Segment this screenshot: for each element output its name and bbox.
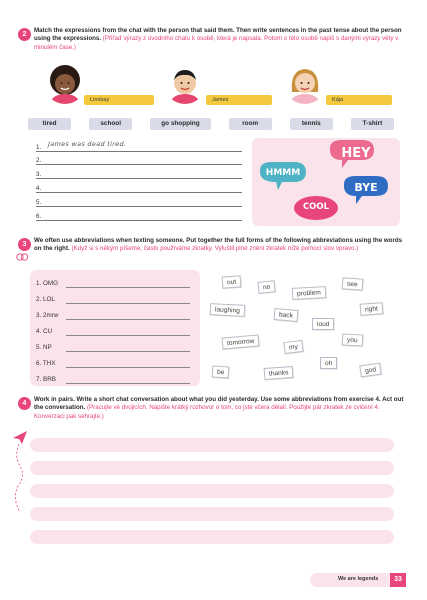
kaja-avatar bbox=[284, 62, 326, 104]
handwritten-answer[interactable]: James was dead tired. bbox=[48, 140, 127, 148]
exercise-4-instruction bbox=[34, 396, 404, 421]
abbreviation-item: 4. CU bbox=[36, 328, 53, 335]
answer-number: 6. bbox=[36, 213, 42, 220]
bubble-cool: COOL bbox=[302, 202, 330, 212]
instruction-english: Match the expressions from the chat with the person that said them. Then write sentences in the past tense about the person using the expressions. bbox=[34, 27, 402, 43]
lindsay-avatar bbox=[44, 62, 86, 104]
abbreviation-item: 7. BRB bbox=[36, 376, 56, 383]
abbreviation-answer-line[interactable] bbox=[66, 287, 190, 288]
abbreviation-item: 2. LOL bbox=[36, 296, 55, 303]
bubble-hmmm: HMMM bbox=[265, 168, 301, 178]
word-card: tomorrow bbox=[222, 334, 260, 349]
answer-number: 2. bbox=[36, 157, 42, 164]
answer-line[interactable] bbox=[36, 164, 242, 165]
exercise-number-badge: 4 bbox=[18, 397, 31, 410]
word-card: back bbox=[274, 308, 299, 322]
answer-line[interactable] bbox=[36, 178, 242, 179]
answer-number: 1. bbox=[36, 144, 42, 151]
exercise-3-instruction bbox=[34, 237, 404, 254]
bubble-hey: HEY bbox=[341, 146, 371, 161]
page-number: 33 bbox=[390, 573, 406, 587]
conversation-write-box[interactable] bbox=[30, 530, 394, 544]
word-card: problem bbox=[292, 286, 326, 300]
word-card: right bbox=[360, 302, 384, 316]
name-label-lindsay: Lindsay bbox=[84, 95, 154, 105]
abbreviation-answer-line[interactable] bbox=[66, 303, 190, 304]
name-label-kaja: Kája bbox=[326, 95, 392, 105]
abbreviation-answer-line[interactable] bbox=[66, 335, 190, 336]
abbreviation-answer-line[interactable] bbox=[66, 351, 190, 352]
word-bank bbox=[28, 118, 394, 130]
paper-plane-icon bbox=[10, 428, 30, 518]
answer-number: 5. bbox=[36, 199, 42, 206]
word-card: see bbox=[342, 277, 363, 290]
name-label-james: James bbox=[206, 95, 272, 105]
word-card: oh bbox=[320, 357, 337, 369]
instruction-czech: (Pracujte ve dvojicích. Napište krátký rozhovor o tom, co jste včera dělali. Použijte pár zkratek ze cvičení 4. Konverzaci pak sehrajte.) bbox=[34, 404, 380, 420]
word-chip: T-shirt bbox=[351, 118, 394, 130]
word-chip: school bbox=[89, 118, 132, 130]
word-card: be bbox=[212, 365, 230, 378]
exercise-number-badge: 3 bbox=[18, 238, 31, 251]
conversation-write-box[interactable] bbox=[30, 461, 394, 475]
word-chip: go shopping bbox=[150, 118, 210, 130]
abbreviation-item: 6. THX bbox=[36, 360, 56, 367]
instruction-english: Work in pairs. Write a short chat conversation about what you did yesterday. Use some abbreviations from exercise 4. Act out the conversation. bbox=[34, 396, 404, 412]
footer-unit-title: We are legends bbox=[338, 576, 379, 582]
word-chip: room bbox=[229, 118, 272, 130]
abbreviation-answer-line[interactable] bbox=[66, 383, 190, 384]
answer-line[interactable] bbox=[36, 220, 242, 221]
word-card: thanks bbox=[264, 366, 294, 380]
word-chip: tennis bbox=[290, 118, 333, 130]
word-card: loud bbox=[312, 318, 334, 330]
word-card: no bbox=[257, 280, 276, 294]
instruction-czech: (Když si s někým píšeme, často používáme zkratky. Vyluštil plné znění zkratek níže pomocí slov vpravo.) bbox=[71, 245, 359, 253]
abbreviation-answer-line[interactable] bbox=[66, 367, 190, 368]
word-card: you bbox=[342, 333, 363, 346]
james-avatar bbox=[164, 62, 206, 104]
answer-number: 3. bbox=[36, 171, 42, 178]
word-card: laughing bbox=[210, 303, 246, 317]
answer-line[interactable] bbox=[36, 151, 242, 152]
pair-work-icon bbox=[16, 252, 28, 262]
answer-line[interactable] bbox=[36, 192, 242, 193]
word-chip: tired bbox=[28, 118, 71, 130]
word-card: my bbox=[283, 340, 303, 354]
instruction-english: We often use abbreviations when texting someone. Put together the full forms of the following abbreviations using the words on the right. bbox=[34, 237, 403, 253]
abbreviation-item: 3. 2mrw bbox=[36, 312, 59, 319]
instruction-czech: (Přiřaď výrazy z úvodního chatu k osobě, která je napsala. Potom o této osobě napiš s danými výrazy věty v minulém čase.) bbox=[34, 35, 399, 51]
exercise-number-badge: 2 bbox=[18, 28, 31, 41]
abbreviation-item: 1. OMG bbox=[36, 280, 59, 287]
word-card: god bbox=[359, 363, 381, 378]
conversation-write-box[interactable] bbox=[30, 484, 394, 498]
conversation-write-box[interactable] bbox=[30, 507, 394, 521]
bubble-bye: BYE bbox=[354, 181, 378, 194]
abbreviation-answer-line[interactable] bbox=[66, 319, 190, 320]
abbreviation-item: 5. NP bbox=[36, 344, 52, 351]
word-card: out bbox=[222, 275, 242, 288]
exercise-2-instruction bbox=[34, 27, 404, 52]
answer-line[interactable] bbox=[36, 206, 242, 207]
conversation-write-box[interactable] bbox=[30, 438, 394, 452]
answer-number: 4. bbox=[36, 185, 42, 192]
